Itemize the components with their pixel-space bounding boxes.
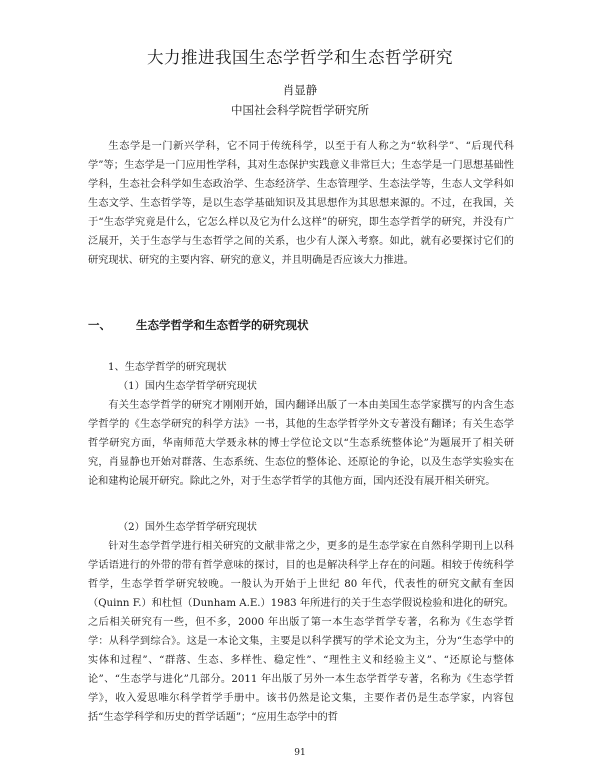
subsection-heading: 1、生态学哲学的研究现状 [108, 362, 227, 373]
subsubsection-heading-foreign: （2）国外生态学哲学研究现状 [118, 522, 257, 533]
section-title: 生态学哲学和生态哲学的研究现状 [136, 318, 309, 332]
page-number: 91 [294, 748, 306, 758]
author-name: 肖显静 [282, 83, 318, 97]
section-number: 一、 [88, 318, 111, 332]
page-title: 大力推进我国生态学哲学和生态哲学研究 [147, 48, 453, 67]
intro-paragraph: 生态学是一门新兴学科，它不同于传统科学，以至于有人称之为“软科学”、“后现代科学”等；生态学是一门应用性学科，其对生态保护实践意义非常巨大；生态学是一门思想基础性学科，生态社会科学如生态政治学、生态经济学、生态管理学、生态法学等，生态人文学科如生态文学、生态哲学等，是以生态学基础知识及其思想作为其思想来源的。不过，在我国，关于“生态学究竟是什么，它怎么样以及它为什么这样”的研究，即生态学哲学的研究，并没有广泛展开，关于生态学与生态哲学之间的关系，也少有人深入考察。如此，就有必要探讨它们的研究现状、研究的主要内容、研究的意义，并且明确是否应该大力推进。 [88, 141, 514, 266]
domestic-research-paragraph: 有关生态学哲学的研究才刚刚开始，国内翻译出版了一本由美国生态学家撰写的内含生态学哲学的《生态学研究的科学方法》一书，其他的生态学哲学外文专著没有翻译；有关生态学哲学研究方面，华南师范大学聂永林的博士学位论文以“生态系统整体论”为题展开了相关研究，肖显静也开始对群落、生态系统、生态位的整体论、还原论的争论，以及生态学实验实在论和建构论展开研究。除此之外，对于生态学哲学的其他方面，国内还没有展开相关研究。 [88, 400, 514, 487]
subsubsection-heading-domestic: （1）国内生态学哲学研究现状 [118, 381, 257, 392]
author-affiliation: 中国社会科学院哲学研究所 [231, 103, 369, 117]
section-heading [88, 317, 514, 333]
foreign-research-paragraph: 针对生态学哲学进行相关研究的文献非常之少，更多的是生态学家在自然科学期刊上以科学话语进行的外带的带有哲学意味的探讨，目的也是解决科学上存在的问题。相较于传统科学哲学，生态学哲学研究较晚。一般认为开始于上世纪 80 年代，代表性的研究文献有奎因（Quinn F.）和杜恒（Dunham A.E.）1983 年所进行的关于生态学假说检验和进化的研究。之后相关研究有一些，但不多，2000 年出版了第一本生态学哲学专著，名称为《生态学哲学：从科学到综合》。这是一本论文集，主要是以科学撰写的学术论文为主，分为“生态学中的实体和过程”、“群落、生态、多样性、稳定性”、“理性主义和经验主义”、“还原论与整体论”、“生态学与进化”几部分。2011 年出版了另外一本生态学哲学专著，名称为《生态学哲学》，收入爱思唯尔科学哲学手册中。该书仍然是论文集，主要作者仍是生态学家，内容包括“生态学科学和历史的哲学话题”；“应用生态学中的哲 [88, 541, 514, 723]
